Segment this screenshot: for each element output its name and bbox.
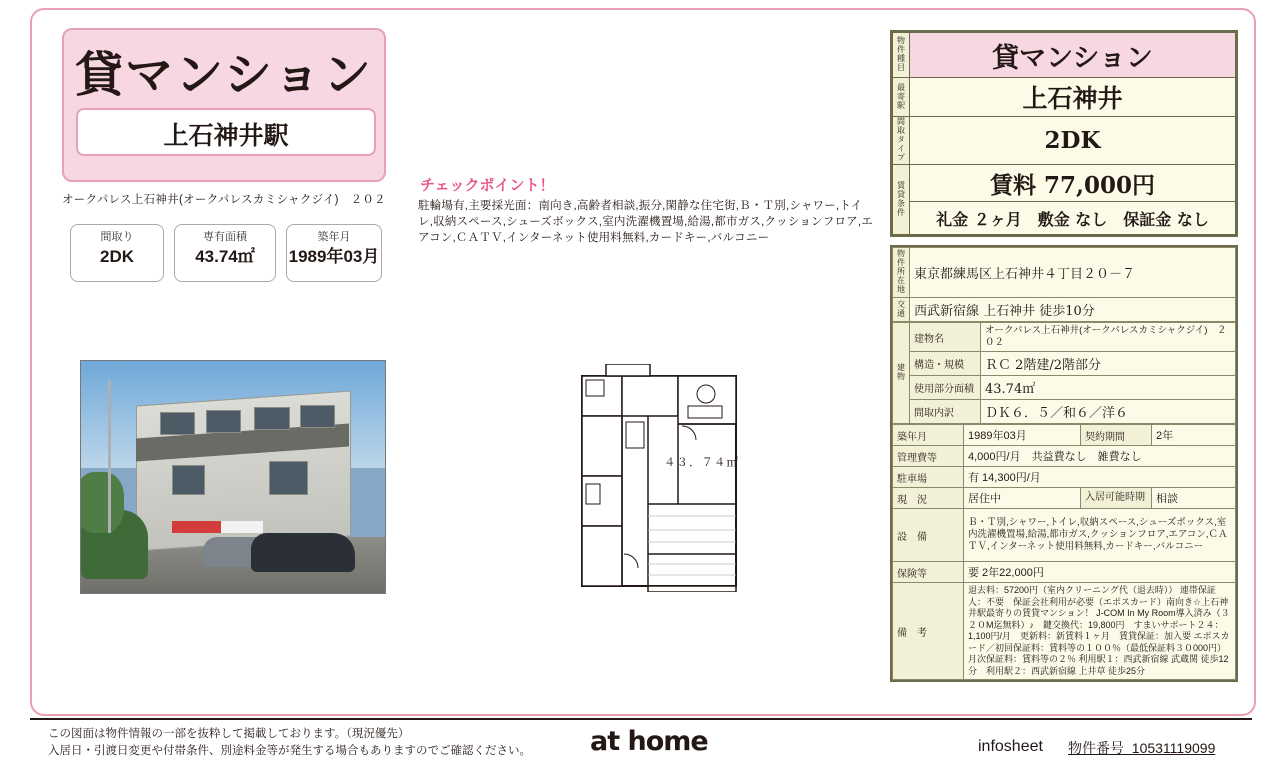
footer-disclaimer-line2: 入居日・引渡日変更や付帯条件、別途料金等が発生する場合もありますのでご確認ください。 xyxy=(48,745,531,757)
photo-shrub xyxy=(80,472,124,532)
spec-area-label: 専有面積 xyxy=(203,231,247,243)
summary-kind-label: 物件種目 xyxy=(893,33,910,78)
summary-layout-label: 間取タイプ xyxy=(893,117,910,165)
detail-address-value: 東京都練馬区上石神井４丁目２０－７ xyxy=(910,248,1236,298)
detail-contract-value: 2年 xyxy=(1152,425,1236,446)
summary-box xyxy=(890,30,1238,237)
detail-parking-label: 駐車場 xyxy=(893,467,964,488)
detail-built-label: 築年月 xyxy=(893,425,964,446)
summary-panel xyxy=(890,30,1238,682)
conditions-table xyxy=(892,424,1236,680)
detail-remarks-label: 備 考 xyxy=(893,583,964,680)
spec-built-label: 築年月 xyxy=(317,231,351,243)
station-box xyxy=(76,108,376,156)
detail-built-value: 1989年03月 xyxy=(964,425,1081,446)
floor-plan-area-label: ４３．７４㎡ xyxy=(664,457,739,469)
detail-remarks-value: 退去料：57200円（室内クリーニング代（退去時）） 連帯保証人：不要 保証会社利用が必要（エポスカード）南向き☆上石神井駅最寄りの賃貸マンション！ J-COM In My Room導入済み（３２０M迄無料）♪ 鍵交換代：19,800円 すまいサポート２４：1,100円/月 更新料：新賃料１ヶ月 賃貸保証：加入要 エポスカード／初回保証料：賃料等の１００％（最低保証料３０000円）月次保証料：賃料等の２％ 利用駅１：西武新宿線 武蔵関 徒歩12分 利用駅２：西武新宿線 上井草 徒歩25分 xyxy=(964,583,1236,680)
detail-parking-value: 有 14,300円/月 xyxy=(964,467,1236,488)
detail-mgmt-label: 管理費等 xyxy=(893,446,964,467)
spec-area-value: 43.74㎡ xyxy=(195,247,255,266)
spec-layout-value: 2DK xyxy=(99,247,134,266)
detail-row-label: 使用部分面積 xyxy=(910,376,981,400)
building-name: オークパレス上石神井(オークパレスカミシャクジイ) ２０２ xyxy=(62,194,386,206)
floor-plan xyxy=(578,364,740,592)
detail-equip-value: Ｂ・Ｔ別,シャワー,トイレ,収納スペース,シューズボックス,室内洗濯機置場,給湯,都市ガス,クッションフロア,エアコン,ＣＡＴＶ,インターネット使用料無料,カードキー,バルコニー xyxy=(964,509,1236,562)
photo-window xyxy=(300,405,335,428)
photo-window xyxy=(172,465,204,495)
detail-access-label: 交通 xyxy=(893,298,910,322)
detail-status-value: 居住中 xyxy=(964,488,1081,509)
spec-area xyxy=(174,224,276,282)
summary-station-value: 上石神井 xyxy=(910,78,1236,117)
athome-logo-text: at home xyxy=(590,726,708,757)
property-number-label: 物件番号 xyxy=(1068,740,1124,756)
photo-window xyxy=(206,410,241,433)
checkpoint-title: チェックポイント！ xyxy=(420,177,555,194)
detail-address-label: 物件所在地 xyxy=(893,248,910,298)
summary-station-label: 最寄駅 xyxy=(893,78,910,117)
building-table xyxy=(892,322,1236,424)
infosheet-label: infosheet xyxy=(978,738,1043,755)
photo-window xyxy=(254,407,289,430)
property-number xyxy=(1068,738,1215,758)
detail-row-value: ＤＫ６．５／和６／洋６ xyxy=(981,400,1236,424)
footer-divider xyxy=(30,718,1252,720)
photo-window xyxy=(269,461,307,495)
footer-disclaimer-line1: この図面は物件情報の一部を抜粋して掲載しております。（現況優先） xyxy=(48,728,410,740)
detail-building-label: 建物 xyxy=(893,323,910,424)
detail-row-value: ＲＣ 2階建/2階部分 xyxy=(981,352,1236,376)
detail-row-label: 建物名 xyxy=(910,323,981,352)
photo-car-dark xyxy=(251,533,354,572)
detail-status-label: 現 況 xyxy=(893,488,964,509)
athome-logo xyxy=(590,726,708,757)
title-box xyxy=(62,28,386,182)
summary-rentcond-label: 賃貸条件 xyxy=(893,165,910,235)
floor-plan-drawing xyxy=(578,364,740,592)
summary-conditions-value: 礼金 ２ヶ月 敷金 なし 保証金 なし xyxy=(910,202,1236,235)
spec-row xyxy=(70,224,400,282)
spec-layout-label: 間取り xyxy=(100,231,134,243)
summary-rent-value: 賃料 77,000円 xyxy=(910,165,1236,202)
property-number-value: 10531119099 xyxy=(1131,740,1216,756)
detail-movein-value: 相談 xyxy=(1152,488,1236,509)
checkpoint-body: 駐輪場有,主要採光面：南向き,高齢者相談,振分,閑静な住宅街,Ｂ・Ｔ別,シャワー,トイレ,収納スペース,シューズボックス,室内洗濯機置場,給湯,都市ガス,クッションフロア,エアコン,ＣＡＴＶ,インターネット使用料無料,カードキー,バルコニー xyxy=(418,200,873,244)
photo-sign-red xyxy=(172,521,221,533)
detail-insurance-value: 要 2年22,000円 xyxy=(964,562,1236,583)
photo-window xyxy=(160,412,195,435)
spec-layout xyxy=(70,224,164,282)
detail-box xyxy=(890,245,1238,682)
summary-layout-value: 2DK xyxy=(910,117,1236,165)
property-photo xyxy=(80,360,386,594)
detail-movein-label: 入居可能時期 xyxy=(1081,488,1152,509)
station-name: 上石神井駅 xyxy=(163,121,289,150)
summary-kind-value: 貸マンション xyxy=(910,33,1236,78)
spec-built-value: 1989年03月 xyxy=(288,247,380,266)
page-title: 貸マンション xyxy=(75,47,373,103)
detail-row-label: 構造・規模 xyxy=(910,352,981,376)
spec-built xyxy=(286,224,382,282)
detail-contract-label: 契約期間 xyxy=(1081,425,1152,446)
detail-mgmt-value: 4,000円/月 共益費なし 雑費なし xyxy=(964,446,1236,467)
detail-insurance-label: 保険等 xyxy=(893,562,964,583)
detail-row-value: オークパレス上石神井(オークパレスカミシャクジイ) ２０２ xyxy=(981,323,1236,352)
photo-pole xyxy=(108,380,111,533)
footer-disclaimer xyxy=(48,726,531,760)
detail-row-label: 間取内訳 xyxy=(910,400,981,424)
photo-sign-white xyxy=(221,521,264,533)
detail-access-value: 西武新宿線 上石神井 徒歩10分 xyxy=(910,298,1236,322)
detail-row-value: 43.74㎡ xyxy=(981,376,1236,400)
detail-equip-label: 設 備 xyxy=(893,509,964,562)
